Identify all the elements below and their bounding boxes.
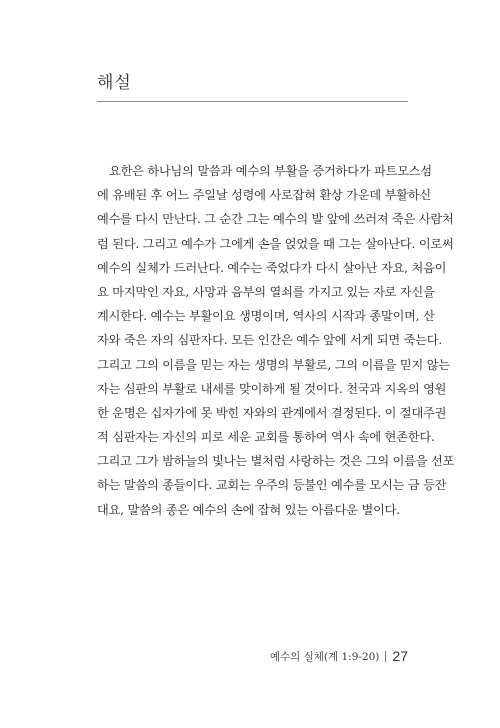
paragraph-line: 요한은 하나님의 말씀과 예수의 부활을 증거하다가 파트모스섬 (109, 164, 432, 178)
paragraph-line: 대요, 말씀의 종은 예수의 손에 잡혀 있는 아름다운 별이다. (97, 502, 400, 517)
footer-divider (385, 651, 386, 662)
paragraph-line: 한 운명은 십자가에 못 박힌 자와의 관계에서 결정된다. 이 절대주권 (97, 405, 447, 420)
paragraph-line: 그리고 그가 밤하늘의 빛나는 별처럼 사랑하는 것은 그의 이름을 선포 (97, 454, 455, 469)
paragraph-line: 계시한다. 예수는 부활이요 생명이며, 역사의 시작과 종말이며, 산 (97, 309, 435, 324)
section-heading: 해설 (97, 73, 132, 93)
paragraph-line: 그리고 그의 이름을 믿는 자는 생명의 부활로, 그의 이름을 믿지 않는 (97, 357, 450, 372)
heading-divider (97, 101, 408, 102)
commentary-paragraph (97, 159, 455, 522)
paragraph-line: 예수의 실체가 드러난다. 예수는 죽었다가 다시 살아난 자요, 처음이 (97, 260, 447, 275)
paragraph-line: 자와 죽은 자의 심판자다. 모든 인간은 예수 앞에 서게 되면 죽는다. (97, 333, 442, 348)
paragraph-line: 예수를 다시 만난다. 그 순간 그는 예수의 발 앞에 쓰러져 죽은 사람처 (97, 212, 454, 227)
paragraph-line: 에 유배된 후 어느 주일날 성령에 사로잡혀 환상 가운데 부활하신 (97, 188, 431, 203)
paragraph-line: 자는 심판의 부활로 내세를 맞이하게 될 것이다. 천국과 지옥의 영원 (97, 381, 447, 396)
paragraph-line: 럼 된다. 그리고 예수가 그에게 손을 얹었을 때 그는 살아난다. 이로써 (97, 236, 454, 251)
running-title: 예수의 실체(계 1:9-20) (269, 650, 380, 663)
paragraph-line: 하는 말씀의 종들이다. 교회는 우주의 등불인 예수를 모시는 금 등잔 (97, 478, 447, 493)
paragraph-line: 적 심판자는 자신의 피로 세운 교회를 통하여 역사 속에 현존한다. (97, 430, 435, 445)
paragraph-line: 요 마지막인 자요, 사망과 음부의 열쇠를 가지고 있는 자로 자신을 (97, 284, 435, 299)
page-footer (270, 646, 408, 666)
page-number: 27 (392, 648, 408, 664)
